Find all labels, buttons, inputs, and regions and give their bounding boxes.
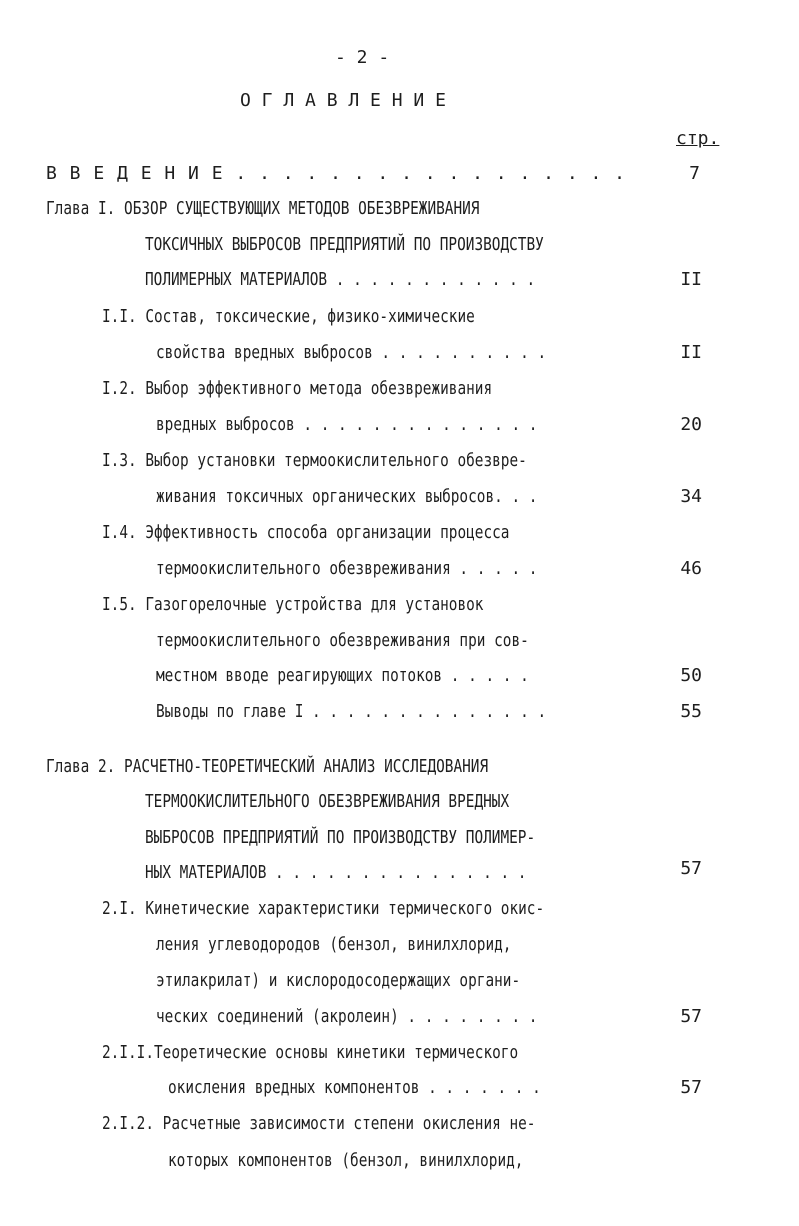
entry-page-number: 20 — [680, 414, 702, 435]
entry-title-line: термоокислительного обезвреживания . . . . . — [156, 558, 538, 579]
entry-page-number: 55 — [680, 701, 702, 722]
entry-page-number: 7 — [689, 163, 700, 184]
entry-title-line: которых компонентов (бензол, винилхлорид, — [168, 1150, 524, 1171]
entry-title-line: ления углеводородов (бензол, винилхлорид, — [156, 934, 512, 955]
entry-page-number: 50 — [680, 665, 702, 686]
entry-page-number: 34 — [680, 486, 702, 507]
entry-title-line: этилакрилат) и кислородосодержащих органи- — [156, 970, 521, 991]
entry-title-line: ВЫБРОСОВ ПРЕДПРИЯТИЙ ПО ПРОИЗВОДСТВУ ПОЛИМЕР- — [145, 827, 536, 848]
entry-page-number: II — [680, 269, 702, 290]
entry-title-line: свойства вредных выбросов . . . . . . . . . . — [156, 342, 547, 363]
entry-title: В В Е Д Е Н И Е . . . . . . . . . . . . . . . . . — [46, 163, 627, 184]
entry-title-line: ТОКСИЧНЫХ ВЫБРОСОВ ПРЕДПРИЯТИЙ ПО ПРОИЗВОДСТВУ — [145, 234, 544, 255]
entry-title-line: I.I. Состав, токсические, физико-химические — [102, 306, 475, 327]
entry-title-line: ПОЛИМЕРНЫХ МАТЕРИАЛОВ . . . . . . . . . . . . — [145, 269, 536, 290]
entry-page-number: 57 — [680, 1006, 702, 1027]
entry-title-line: Глава I. ОБЗОР СУЩЕСТВУЮЩИХ МЕТОДОВ ОБЕЗВРЕЖИВАНИЯ — [46, 198, 480, 219]
entry-title-line: Глава 2. РАСЧЕТНО-ТЕОРЕТИЧЕСКИЙ АНАЛИЗ ИССЛЕДОВАНИЯ — [46, 756, 489, 777]
page-number: - 2 - — [335, 47, 390, 68]
page-column-label: стр. — [676, 128, 720, 149]
entry-title-line: I.3. Выбор установки термоокислительного обезвре- — [102, 450, 527, 471]
entry-title-line: живания токсичных органических выбросов. . . — [156, 486, 538, 507]
entry-title-line: вредных выбросов . . . . . . . . . . . . . . — [156, 414, 538, 435]
entry-title-line: 2.I. Кинетические характеристики термического окис- — [102, 898, 545, 919]
entry-title-line: окисления вредных компонентов . . . . . . . — [168, 1077, 541, 1098]
entry-page-number: II — [680, 342, 702, 363]
entry-title-line: местном вводе реагирующих потоков . . . . . — [156, 665, 529, 686]
entry-title-line: термоокислительного обезвреживания при сов- — [156, 630, 529, 651]
entry-title-line: Выводы по главе I . . . . . . . . . . . . . . — [156, 701, 547, 722]
entry-title-line: НЫХ МАТЕРИАЛОВ . . . . . . . . . . . . . . . — [145, 862, 527, 883]
entry-title-line: 2.I.I.Теоретические основы кинетики термического — [102, 1042, 519, 1063]
entry-title-line: I.2. Выбор эффективного метода обезвреживания — [102, 378, 493, 399]
entry-page-number: 57 — [680, 1077, 702, 1098]
entry-title-line: I.4. Эффективность способа организации процесса — [102, 522, 510, 543]
entry-page-number: 57 — [680, 858, 702, 879]
entry-title-line: 2.I.2. Расчетные зависимости степени окисления не- — [102, 1113, 536, 1134]
toc-heading: О Г Л А В Л Е Н И Е — [240, 90, 446, 111]
entry-title-line: ТЕРМООКИСЛИТЕЛЬНОГО ОБЕЗВРЕЖИВАНИЯ ВРЕДНЫХ — [145, 791, 510, 812]
entry-title-line: ческих соединений (акролеин) . . . . . . . . — [156, 1006, 538, 1027]
entry-title-line: I.5. Газогорелочные устройства для установок — [102, 594, 484, 615]
entry-page-number: 46 — [680, 558, 702, 579]
